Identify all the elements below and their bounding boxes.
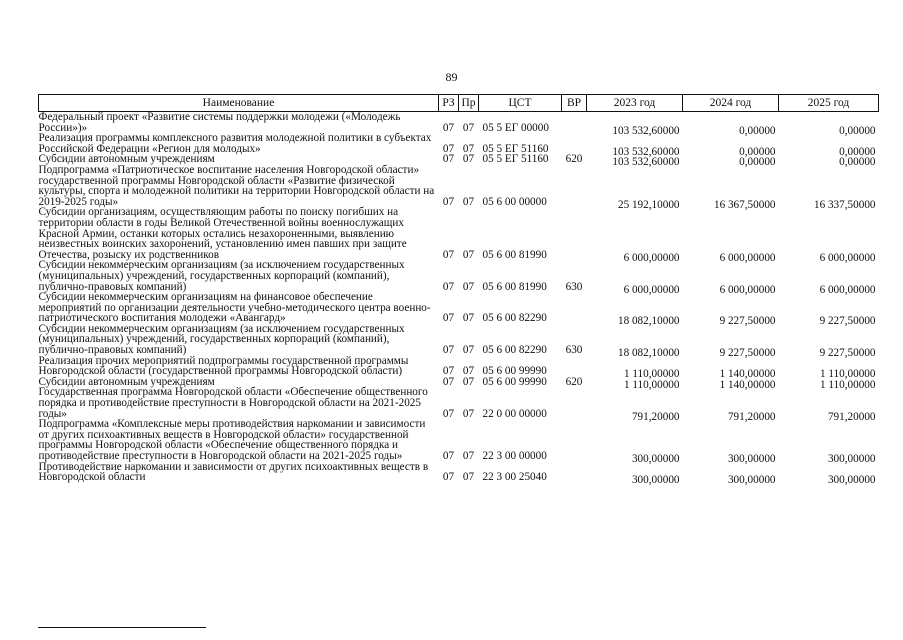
row-value-2025: 16 337,50000 <box>813 198 876 211</box>
row-cst: 22 3 00 25040 <box>482 471 547 484</box>
row-vr: 630 <box>565 280 583 293</box>
row-value-2023: 300,00000 <box>631 474 680 487</box>
row-name: Подпрограмма «Комплексные меры противодействия наркомании и зависимости от других психоактивных веществ в Новгородской области» государственной программы Новгородской области «Обеспечение общественного порядка и противодействие преступности в Новгородской области на 2021-2025 годы» <box>38 418 426 462</box>
row-cst: 05 6 00 82290 <box>482 344 547 357</box>
table-row <box>39 419 879 461</box>
row-name: Субсидии некоммерческим организациям на финансовое обеспечение мероприятий по организации деятельности учебно-методического центра военно-патриотического воспитания молодежи «Авангард» <box>38 291 431 325</box>
row-rz: 07 <box>442 248 455 261</box>
row-cst: 05 6 00 81990 <box>482 280 547 293</box>
footnote-divider <box>38 627 206 628</box>
row-value-2025: 0,00000 <box>839 124 876 137</box>
row-vr <box>562 112 587 134</box>
row-rz: 07 <box>442 375 455 388</box>
budget-table <box>38 94 879 487</box>
row-rz: 07 <box>442 121 455 134</box>
row-value-2023: 1 110,00000 <box>623 368 680 381</box>
row-value-2025: 0,00000 <box>839 156 876 169</box>
table-row <box>39 207 879 260</box>
row-name: Подпрограмма «Патриотическое воспитание населения Новгородской области» государственной программы Новгородской области «Развитие физической культуры, спорта и молодежной политики на территории Новгородской области на 2019-2025 годы» <box>38 163 435 208</box>
row-pr: 07 <box>462 248 475 261</box>
row-pr: 07 <box>462 153 475 166</box>
table-row <box>39 112 879 134</box>
table-row <box>39 133 879 154</box>
row-name: Субсидии автономным учреждениям <box>38 153 215 166</box>
row-rz: 07 <box>442 344 455 357</box>
row-value-2025: 6 000,00000 <box>819 251 876 264</box>
row-pr: 07 <box>462 344 475 357</box>
row-value-2024: 9 227,50000 <box>719 315 776 328</box>
table-row <box>39 356 879 377</box>
row-value-2024: 0,00000 <box>739 124 776 137</box>
row-vr <box>562 292 587 324</box>
row-cst: 05 6 00 00000 <box>482 195 547 208</box>
row-cst: 22 0 00 00000 <box>482 407 547 420</box>
row-cst: 05 5 ЕГ 51160 <box>482 142 549 155</box>
row-rz: 07 <box>442 153 455 166</box>
row-vr <box>562 165 587 207</box>
header-2023: 2023 год <box>587 95 683 112</box>
header-rz: РЗ <box>439 95 459 112</box>
row-value-2025: 9 227,50000 <box>819 347 876 360</box>
row-vr <box>562 207 587 260</box>
header-name: Наименование <box>39 95 439 112</box>
row-pr: 07 <box>462 312 475 325</box>
page-number: 89 <box>445 70 458 84</box>
row-cst: 05 5 ЕГ 51160 <box>482 153 549 166</box>
row-name: Противодействие наркомании и зависимости от других психоактивных веществ в Новгородской области <box>38 460 429 484</box>
row-value-2023: 18 082,10000 <box>617 347 680 360</box>
row-value-2023: 300,00000 <box>631 453 680 465</box>
row-vr: 620 <box>565 153 583 166</box>
row-value-2024: 791,20000 <box>727 410 776 423</box>
row-name: Реализация прочих мероприятий подпрограммы государственной программы Новгородской области (государственной программы Новгородской области) <box>38 354 409 378</box>
row-value-2023: 791,20000 <box>631 410 680 423</box>
row-value-2024: 6 000,00000 <box>719 251 776 264</box>
row-name: Субсидии организациям, осуществляющим работы по поиску погибших на территории области в годы Великой Отечественной войны военнослужащих Красной Армии, останки которых остались незахороненными, выявлению неизвестных воинских захоронений, установлению имен павших при защите Отечества, розыску их родственников <box>38 206 407 261</box>
row-value-2023: 6 000,00000 <box>623 251 680 264</box>
row-value-2023: 1 110,00000 <box>623 378 680 391</box>
row-value-2025: 0,00000 <box>839 145 876 158</box>
header-pr: Пр <box>459 95 479 112</box>
row-pr: 07 <box>462 375 475 388</box>
row-value-2025: 300,00000 <box>827 453 876 465</box>
table-row <box>39 387 879 419</box>
row-cst: 05 6 00 81990 <box>482 248 547 261</box>
row-name: Субсидии автономным учреждениям <box>38 375 215 388</box>
row-rz: 07 <box>442 195 455 208</box>
row-vr <box>562 133 587 154</box>
header-vr: ВР <box>562 95 587 112</box>
row-cst: 05 6 00 82290 <box>482 312 547 325</box>
row-value-2023: 103 532,60000 <box>612 145 680 158</box>
row-vr <box>562 387 587 419</box>
row-value-2023: 103 532,60000 <box>612 156 680 169</box>
row-value-2025: 9 227,50000 <box>819 315 876 328</box>
row-rz: 07 <box>442 471 455 484</box>
row-vr: 620 <box>565 375 583 388</box>
row-value-2025: 6 000,00000 <box>819 283 876 296</box>
row-value-2023: 6 000,00000 <box>623 283 680 296</box>
row-vr <box>562 462 587 483</box>
table-row <box>39 462 879 483</box>
row-cst: 22 3 00 00000 <box>482 450 547 462</box>
row-value-2024: 6 000,00000 <box>719 283 776 296</box>
row-value-2025: 1 110,00000 <box>819 368 876 381</box>
row-value-2024: 16 367,50000 <box>713 198 776 211</box>
row-pr: 07 <box>462 365 475 378</box>
table-body <box>38 111 879 487</box>
row-value-2024: 1 140,00000 <box>719 368 776 381</box>
row-value-2024: 1 140,00000 <box>719 378 776 391</box>
row-rz: 07 <box>442 280 455 293</box>
row-pr: 07 <box>462 407 475 420</box>
row-name: Федеральный проект «Развитие системы поддержки молодежи («Молодежь России»)» <box>38 111 401 134</box>
row-value-2023: 25 192,10000 <box>617 198 680 211</box>
table-row <box>39 260 879 292</box>
row-name: Субсидии некоммерческим организациям (за исключением государственных (муниципальных) учреждений, государственных корпораций (компаний), публично-правовых компаний) <box>38 322 405 357</box>
row-pr: 07 <box>462 121 475 134</box>
row-vr <box>562 356 587 377</box>
row-rz: 07 <box>442 365 455 378</box>
row-rz: 07 <box>442 312 455 325</box>
row-value-2024: 300,00000 <box>727 474 776 487</box>
header-cst: ЦСТ <box>479 95 562 112</box>
row-cst: 05 6 00 99990 <box>482 365 547 378</box>
row-name: Субсидии некоммерческим организациям (за исключением государственных (муниципальных) учреждений, государственных корпораций (компаний), публично-правовых компаний) <box>38 259 405 293</box>
row-value-2024: 9 227,50000 <box>719 347 776 360</box>
header-2024: 2024 год <box>683 95 779 112</box>
row-value-2025: 300,00000 <box>827 474 876 487</box>
row-value-2025: 791,20000 <box>827 410 876 423</box>
row-value-2025: 1 110,00000 <box>819 378 876 391</box>
row-pr: 07 <box>462 195 475 208</box>
row-cst: 05 6 00 99990 <box>482 375 547 388</box>
table-row <box>39 292 879 324</box>
table-header <box>39 95 879 112</box>
row-rz: 07 <box>442 407 455 420</box>
row-vr: 630 <box>565 344 583 357</box>
row-pr: 07 <box>462 280 475 293</box>
row-pr: 07 <box>462 142 475 155</box>
row-pr: 07 <box>462 471 475 484</box>
row-name: Государственная программа Новгородской области «Обеспечение общественного порядка и противодействие преступности в Новгородской области на 2021-2025 годы» <box>38 386 428 420</box>
row-value-2024: 0,00000 <box>739 145 776 158</box>
row-vr <box>562 419 587 461</box>
table-row <box>39 165 879 207</box>
row-value-2024: 300,00000 <box>727 453 776 465</box>
row-cst: 05 5 ЕГ 00000 <box>482 121 549 134</box>
row-value-2023: 18 082,10000 <box>617 315 680 328</box>
row-rz: 07 <box>442 142 455 155</box>
row-pr: 07 <box>462 450 475 462</box>
row-value-2023: 103 532,60000 <box>612 124 680 137</box>
row-value-2024: 0,00000 <box>739 156 776 169</box>
row-rz: 07 <box>442 450 455 462</box>
header-2025: 2025 год <box>779 95 879 112</box>
table-row <box>39 324 879 356</box>
row-name: Реализация программы комплексного развития молодежной политики в субъектах Российской Федерации «Регион для молодых» <box>38 132 432 155</box>
